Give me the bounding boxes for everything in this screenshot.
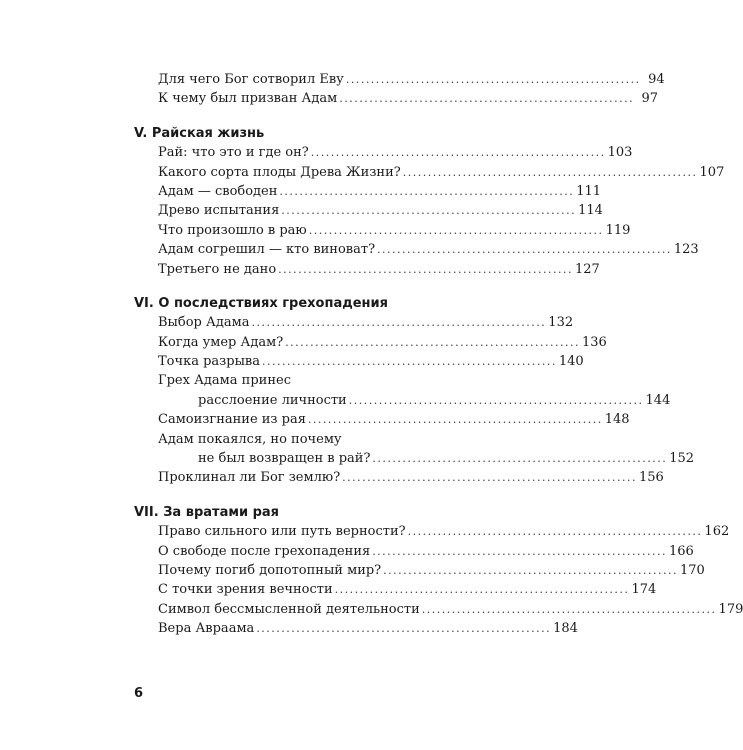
toc-entry	[134, 143, 633, 162]
toc-entry	[134, 260, 600, 279]
toc-chapter	[134, 503, 743, 639]
toc-chapter-title: V. Райская жизнь	[134, 125, 265, 141]
toc-entry	[134, 561, 705, 580]
toc-entry	[134, 619, 578, 638]
toc-entry-title: Адам — свободен	[158, 183, 278, 199]
toc-leader-dots: ...........................................................	[334, 583, 630, 597]
toc-leader-dots: ...........................................................	[348, 393, 644, 407]
toc-entry	[134, 201, 603, 220]
toc-leader-dots: ...........................................................	[339, 92, 635, 106]
toc-entry-continuation	[158, 391, 671, 410]
toc-entry-page: 140	[558, 354, 584, 370]
toc-entry-page: 97	[641, 91, 659, 107]
toc-entry	[134, 221, 631, 240]
toc-leader-dots: ...........................................................	[342, 471, 637, 485]
toc-entry	[134, 163, 725, 182]
toc-entry-title: К чему был призван Адам	[158, 91, 338, 107]
toc-entry-page: 119	[605, 222, 631, 238]
toc-entry	[134, 580, 657, 599]
toc-entry	[134, 240, 699, 259]
toc-entry-continuation	[158, 449, 695, 468]
toc-entry	[134, 89, 659, 108]
toc-leader-dots: ...........................................................	[251, 316, 547, 330]
toc-entry-title: Точка разрыва	[158, 354, 261, 370]
toc-entry-page: 107	[699, 164, 725, 180]
toc-entry-page: 132	[548, 315, 574, 331]
toc-entry-page: 114	[578, 203, 603, 219]
toc-leader-dots: ...........................................................	[345, 73, 641, 86]
toc-entry-title: Когда умер Адам?	[158, 334, 284, 350]
toc-entry	[134, 600, 743, 619]
toc-entry-title: Рай: что это и где он?	[158, 145, 309, 161]
table-of-contents	[134, 70, 743, 639]
toc-entry	[134, 333, 607, 352]
toc-entry-page: 123	[673, 242, 699, 258]
toc-entry-title: Адам покаялся, но почему	[158, 431, 342, 447]
toc-leader-dots: ...........................................................	[262, 355, 557, 369]
toc-entry-title: Древо испытания	[158, 203, 280, 219]
toc-leader-dots: ...........................................................	[285, 335, 580, 349]
toc-entry-title: Вера Авраама	[158, 621, 255, 637]
toc-leader-dots: ...........................................................	[307, 413, 603, 427]
toc-leader-dots: ...........................................................	[310, 146, 606, 160]
toc-entry	[134, 468, 664, 487]
toc-entry-page: 179	[718, 601, 743, 617]
toc-chapter-title: VI. О последствиях грехопадения	[134, 295, 388, 311]
toc-entry-page: 127	[574, 261, 600, 277]
toc-entry-page: 111	[576, 183, 602, 199]
toc-leader-dots: ...........................................................	[383, 563, 678, 577]
toc-entry-title-line2: расслоение личности	[198, 392, 347, 408]
toc-entry-title: Что произошло в раю	[158, 222, 307, 238]
toc-leader-dots: ...........................................................	[407, 525, 703, 539]
toc-leader-dots: ...........................................................	[308, 223, 604, 237]
toc-entry-title: Почему погиб допотопный мир?	[158, 562, 382, 578]
toc-entry-title: Право сильного или путь верности?	[158, 524, 406, 540]
toc-entry-title: Адам согрешил — кто виноват?	[158, 242, 376, 258]
toc-entry-page: 136	[582, 334, 607, 350]
toc-entry-page: 103	[607, 145, 633, 161]
toc-entry-title: Какого сорта плоды Древа Жизни?	[158, 164, 401, 180]
toc-entry	[134, 430, 695, 469]
toc-leader-dots: ...........................................................	[281, 204, 577, 218]
toc-leader-dots: ...........................................................	[372, 452, 668, 466]
toc-entry	[134, 182, 602, 201]
toc-entry-page: 184	[553, 621, 578, 637]
toc-leader-dots: ...........................................................	[402, 165, 698, 179]
toc-entry	[134, 522, 730, 541]
toc-entry-page: 166	[669, 543, 694, 559]
toc-entry-page: 156	[638, 470, 664, 486]
toc-chapter-title: VII. За вратами рая	[134, 504, 280, 520]
toc-entry-title: Самоизгнание из рая	[158, 412, 306, 428]
page-number: 6	[134, 686, 144, 701]
toc-entry-title: Выбор Адама	[158, 315, 250, 331]
toc-chapter	[134, 294, 695, 488]
toc-leader-dots: ...........................................................	[279, 184, 575, 198]
toc-entry	[134, 542, 694, 561]
toc-leader-dots: ...........................................................	[377, 243, 672, 257]
toc-entry	[134, 371, 671, 410]
toc-entry-page: 148	[604, 412, 630, 428]
toc-entry-title: Проклинал ли Бог землю?	[158, 470, 341, 486]
toc-entry-page: 170	[679, 562, 705, 578]
toc-entry-title: О свободе после грехопадения	[158, 543, 371, 559]
toc-leader-dots: ...........................................................	[372, 544, 667, 558]
toc-entry-title: С точки зрения вечности	[158, 582, 333, 598]
toc-entry	[134, 313, 574, 332]
toc-leader-dots: ...........................................................	[278, 262, 573, 276]
toc-entry-page: 162	[704, 524, 730, 540]
toc-entry-page: 152	[669, 451, 695, 467]
toc-chapter	[134, 124, 725, 279]
toc-leader-dots: ...........................................................	[421, 602, 717, 616]
toc-entry	[134, 70, 665, 89]
toc-entry-title: Грех Адама принес	[158, 373, 291, 389]
toc-top-entries	[134, 70, 665, 109]
toc-entry-page: 94	[648, 72, 665, 87]
toc-leader-dots: ...........................................................	[256, 622, 552, 636]
toc-entry-page: 174	[631, 582, 657, 598]
toc-entry	[134, 352, 584, 371]
toc-entry-title: Третьего не дано	[158, 261, 277, 277]
toc-entry-page: 144	[645, 392, 671, 408]
toc-entry	[134, 410, 630, 429]
toc-entry-title: Символ бессмысленной деятельности	[158, 601, 420, 617]
toc-entry-title: Для чего Бог сотворил Еву	[158, 72, 344, 87]
toc-entry-title-line2: не был возвращен в рай?	[198, 451, 371, 467]
